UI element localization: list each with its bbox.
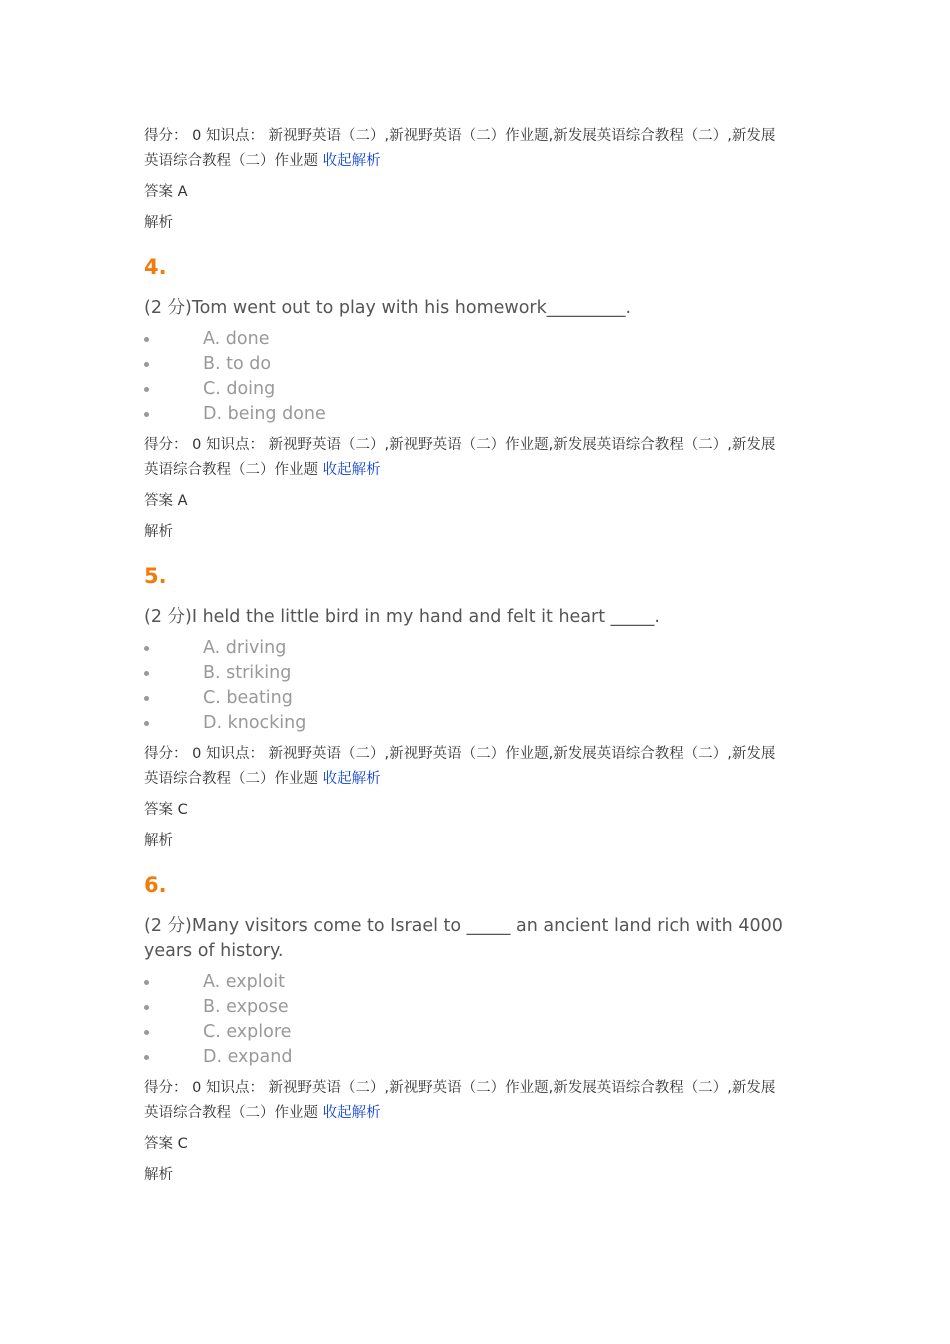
option-d[interactable]	[144, 1045, 804, 1070]
bullet-icon	[144, 721, 149, 726]
bullet-icon	[144, 387, 149, 392]
option-label: D. knocking	[203, 713, 307, 733]
option-a[interactable]	[144, 327, 804, 352]
analysis-label: 解析	[144, 833, 173, 849]
analysis-label: 解析	[144, 524, 173, 540]
option-label: D. being done	[203, 404, 326, 424]
question-number: 6.	[144, 873, 167, 897]
question-number: 4.	[144, 255, 167, 279]
score-knowledge-line	[144, 433, 804, 483]
bullet-icon	[144, 362, 149, 367]
bullet-icon	[144, 412, 149, 417]
bullet-icon	[144, 696, 149, 701]
option-b[interactable]	[144, 661, 804, 686]
option-label: A. driving	[203, 638, 287, 658]
question-text: (2 分)Tom went out to play with his homework_________.	[144, 298, 632, 318]
question-4	[144, 252, 804, 545]
score-knowledge-line	[144, 124, 804, 174]
question-number: 5.	[144, 564, 167, 588]
option-b[interactable]	[144, 995, 804, 1020]
meta-prefix: 得分： 0 知识点： 新视野英语（二）,新视野英语（二）作业题,新发展英语综合教程（二）,新发展	[144, 1080, 776, 1096]
score-knowledge-line	[144, 1076, 804, 1126]
bullet-icon	[144, 1055, 149, 1060]
bullet-icon	[144, 1005, 149, 1010]
option-label: A. done	[203, 329, 270, 349]
option-label: B. striking	[203, 663, 292, 683]
bullet-icon	[144, 337, 149, 342]
collapse-analysis-link[interactable]: 收起解析	[322, 1105, 381, 1121]
collapse-analysis-link[interactable]: 收起解析	[322, 462, 381, 478]
options-list	[144, 327, 804, 427]
bullet-icon	[144, 646, 149, 651]
score-knowledge-line	[144, 742, 804, 792]
option-label: D. expand	[203, 1047, 293, 1067]
option-c[interactable]	[144, 686, 804, 711]
collapse-analysis-link[interactable]: 收起解析	[322, 153, 381, 169]
option-label: B. expose	[203, 997, 289, 1017]
option-label: B. to do	[203, 354, 272, 374]
collapse-analysis-link[interactable]: 收起解析	[322, 771, 381, 787]
page-content	[144, 124, 804, 1188]
meta-line2: 英语综合教程（二）作业题	[144, 153, 318, 169]
answer-text: 答案 C	[144, 1136, 188, 1152]
meta-prefix: 得分： 0 知识点： 新视野英语（二）,新视野英语（二）作业题,新发展英语综合教程（二）,新发展	[144, 746, 776, 762]
options-list	[144, 636, 804, 736]
answer-text: 答案 A	[144, 184, 188, 200]
bullet-icon	[144, 1030, 149, 1035]
option-label: C. beating	[203, 688, 293, 708]
meta-line2: 英语综合教程（二）作业题	[144, 1105, 318, 1121]
option-d[interactable]	[144, 711, 804, 736]
option-b[interactable]	[144, 352, 804, 377]
option-c[interactable]	[144, 1020, 804, 1045]
meta-line2: 英语综合教程（二）作业题	[144, 771, 318, 787]
option-label: C. doing	[203, 379, 276, 399]
option-a[interactable]	[144, 970, 804, 995]
analysis-label: 解析	[144, 1167, 173, 1183]
option-c[interactable]	[144, 377, 804, 402]
option-d[interactable]	[144, 402, 804, 427]
option-a[interactable]	[144, 636, 804, 661]
analysis-label: 解析	[144, 215, 173, 231]
question-6	[144, 870, 804, 1188]
question-5	[144, 561, 804, 854]
meta-prefix: 得分： 0 知识点： 新视野英语（二）,新视野英语（二）作业题,新发展英语综合教程（二）,新发展	[144, 128, 776, 144]
meta-line2: 英语综合教程（二）作业题	[144, 462, 318, 478]
meta-prefix: 得分： 0 知识点： 新视野英语（二）,新视野英语（二）作业题,新发展英语综合教程（二）,新发展	[144, 437, 776, 453]
question-text: (2 分)I held the little bird in my hand and felt it heart _____.	[144, 607, 660, 627]
bullet-icon	[144, 980, 149, 985]
bullet-icon	[144, 671, 149, 676]
option-label: A. exploit	[203, 972, 286, 992]
answer-text: 答案 A	[144, 493, 188, 509]
options-list	[144, 970, 804, 1070]
option-label: C. explore	[203, 1022, 292, 1042]
answer-text: 答案 C	[144, 802, 188, 818]
question-text: (2 分)Many visitors come to Israel to _____ an ancient land rich with 4000 years of history.	[144, 916, 783, 961]
question-3-footer	[144, 124, 804, 236]
